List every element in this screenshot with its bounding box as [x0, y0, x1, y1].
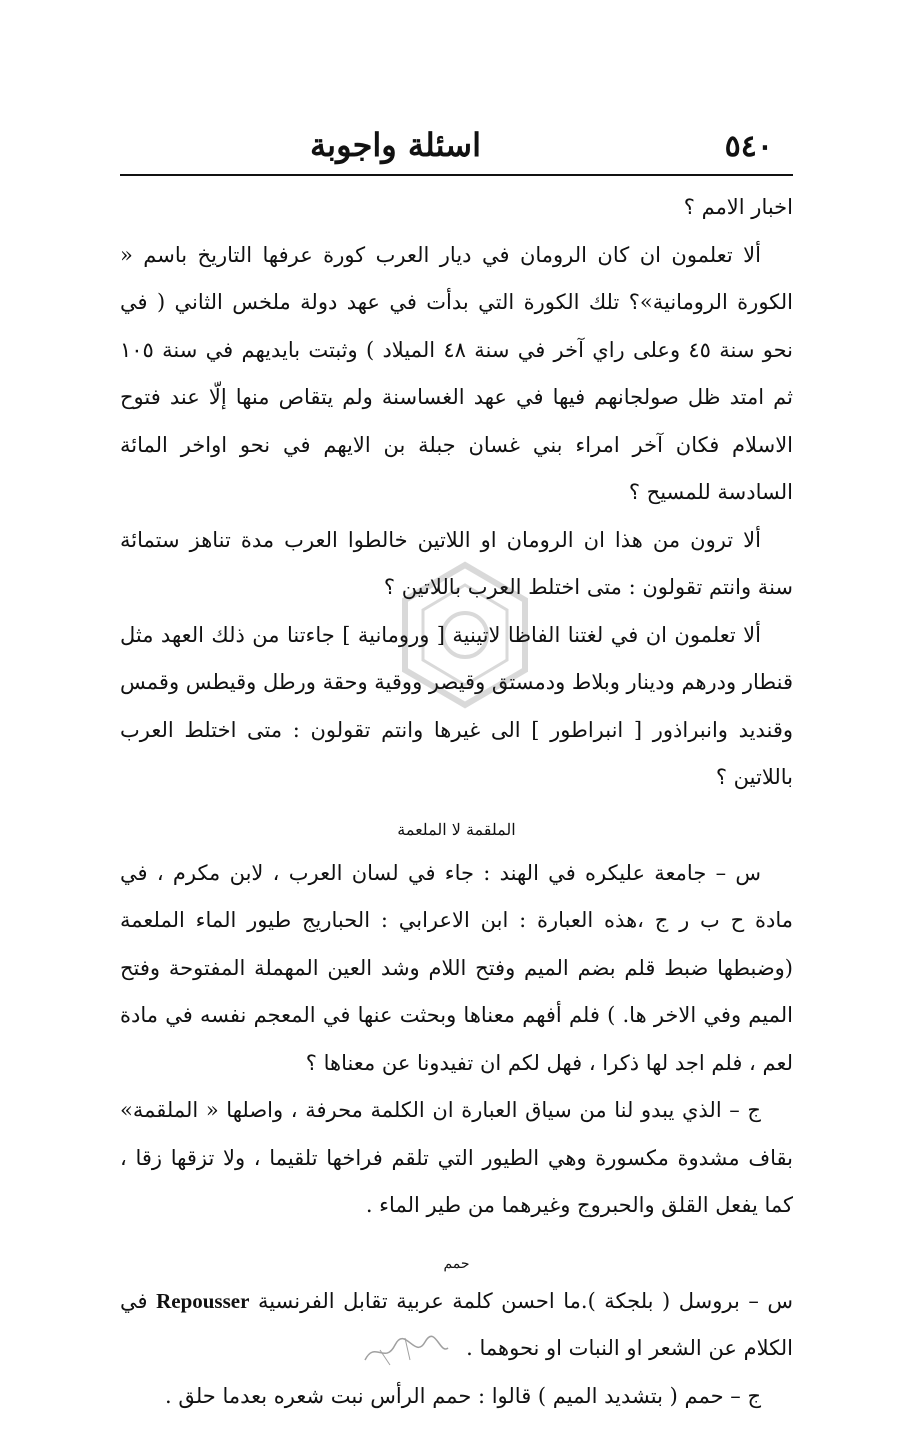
paragraph-roman-province: ألا تعلمون ان كان الرومان في ديار العرب كورة عرفها التاريخ باسم « الكورة الرومانية»؟ تلك الكورة التي بدأت في عهد دولة ملخس الثاني ( في نحو سنة ٤٥ وعلى راي آخر في سنة ٤٨ الميلاد ) وثبتت بايديهم في سنة ١٠٥ ثم امتد ظل صولجانهم فيها في عهد الغساسنة ولم يتقاص منها إلّا عند فتوح الاسلام فكان آخر امراء بني غسان جبلة بن الايهم في نحو اواخر المائة السادسة للمسيح ؟ — [120, 242, 794, 504]
paragraph-continuation: اخبار الامم ؟ — [683, 195, 793, 219]
library-stamp-icon — [395, 560, 535, 710]
header-rule — [120, 174, 793, 176]
page-number: ٥٤٠ — [724, 129, 773, 164]
paragraph-mixing-duration: ألا ترون من هذا ان الرومان او اللاتين خالطوا العرب مدة تناهز ستمائة سنة وانتم تقولون : متى اختلط العرب باللاتين ؟ — [120, 527, 793, 599]
answer-text: ج – الذي يبدو لنا من سياق العبارة ان الكلمة محرفة ، واصلها « الملقمة» بقاف مشدوة مكسورة وهي الطيور التي تلقم فراخها تلقيما ، ولا تزقها زقا ، كما يفعل القلق والحبروج وغيرهما من طير الماء . — [120, 1098, 793, 1217]
question-text: س – جامعة عليكره في الهند : جاء في لسان العرب ، لابن مكرم ، في مادة ح ب ر ج ،هذه العبارة : ابن الاعرابي : الحباريج طيور الماء الملعمة (وضبطها ضبط قلم بضم الميم وفتح اللام وشد العين المهملة المفتوحة وفتح الميم وفي الاخر ها. ) فلم أفهم معناها وبحثت عنها في المعجم نفسه في مادة لعم ، فلم اجد لها ذكرا ، فهل لكم ان تفيدونا عن معناها ؟ — [120, 860, 793, 1075]
running-title: اسئلة واجوبة — [310, 126, 481, 164]
scribble-mark-icon — [360, 1330, 450, 1370]
section-mulqima — [120, 850, 793, 1230]
paragraph-latin-words: ألا تعلمون ان في لغتنا الفاظا لاتينية [ ورومانية ] جاءتنا من ذلك العهد مثل قنطار ودرهم ودينار وبلاط ودمستق وقيصر ووقية وحقة ورطل وقيطس وقمس وقنديد وانبراذور [ انبراطور ] الى غيرها وانتم تقولون : متى اختلط العرب باللاتين ؟ — [120, 622, 793, 789]
section-title-mulqima: الملقمة لا الملعمة — [397, 819, 516, 839]
question-text: س – بروسل ( بلجكة ).ما احسن كلمة عربية تقابل الفرنسية Repousser في الكلام عن الشعر او النبات او نحوهما . — [120, 1288, 793, 1360]
section-hamam — [120, 1278, 793, 1421]
answer-text: ج – حمم ( بتشديد الميم ) قالوا : حمم الرأس نبت شعره بعدما حلق . — [164, 1383, 761, 1408]
page-header — [120, 100, 793, 170]
french-word: Repousser — [156, 1288, 250, 1313]
section-title-hamam: حمم — [443, 1255, 470, 1272]
